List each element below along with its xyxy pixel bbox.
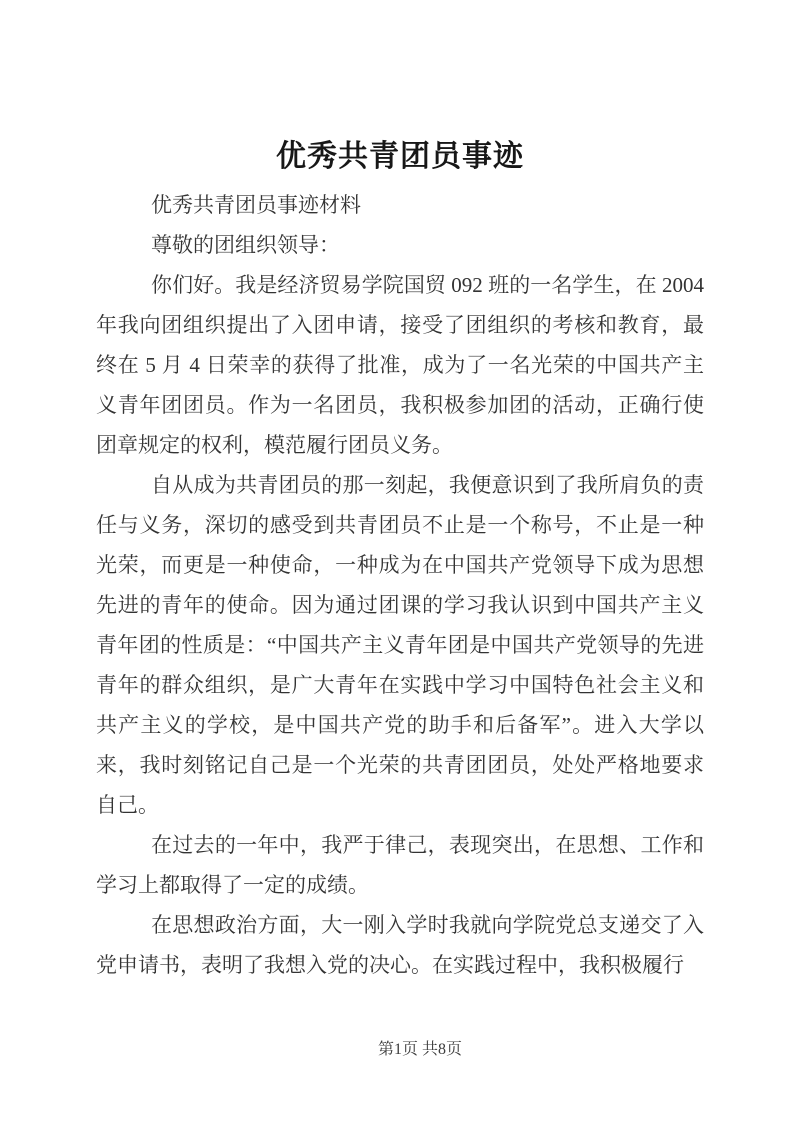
paragraph: 尊敬的团组织领导： xyxy=(151,233,340,257)
paragraph: 你们好。我是经济贸易学院国贸 092 班的一名学生，在 2004 年我向团组织提出了入团申请，接受了团组织的考核和教育，最终在 5 月 4 日荣幸的获得了批准，成为了一名光荣的中国共产主义青年团团员。作为一名团员，我积极参加团的活动，正确行使团章规定的权利，模范履行团员义务。 xyxy=(96,273,704,457)
document-body xyxy=(96,185,704,985)
paragraph: 优秀共青团员事迹材料 xyxy=(151,193,361,217)
page-footer xyxy=(40,1040,800,1060)
paragraph: 在思想政治方面，大一刚入学时我就向学院党总支递交了入党申请书，表明了我想入党的决心。在实践过程中，我积极履行 xyxy=(96,913,704,977)
page-number-label: 第1页 共8页 xyxy=(377,1041,462,1058)
document-title: 优秀共青团员事迹 xyxy=(276,140,524,173)
paragraph: 在过去的一年中，我严于律己，表现突出，在思想、工作和学习上都取得了一定的成绩。 xyxy=(96,833,704,897)
paragraph: 自从成为共青团员的那一刻起，我便意识到了我所肩负的责任与义务，深切的感受到共青团员不止是一个称号，不止是一种光荣，而更是一种使命，一种成为在中国共产党领导下成为思想先进的青年的使命。因为通过团课的学习我认识到中国共产主义青年团的性质是：“中国共产主义青年团是中国共产党领导的先进青年的群众组织，是广大青年在实践中学习中国特色社会主义和共产主义的学校，是中国共产党的助手和后备军”。进入大学以来，我时刻铭记自己是一个光荣的共青团团员，处处严格地要求自己。 xyxy=(96,473,704,817)
